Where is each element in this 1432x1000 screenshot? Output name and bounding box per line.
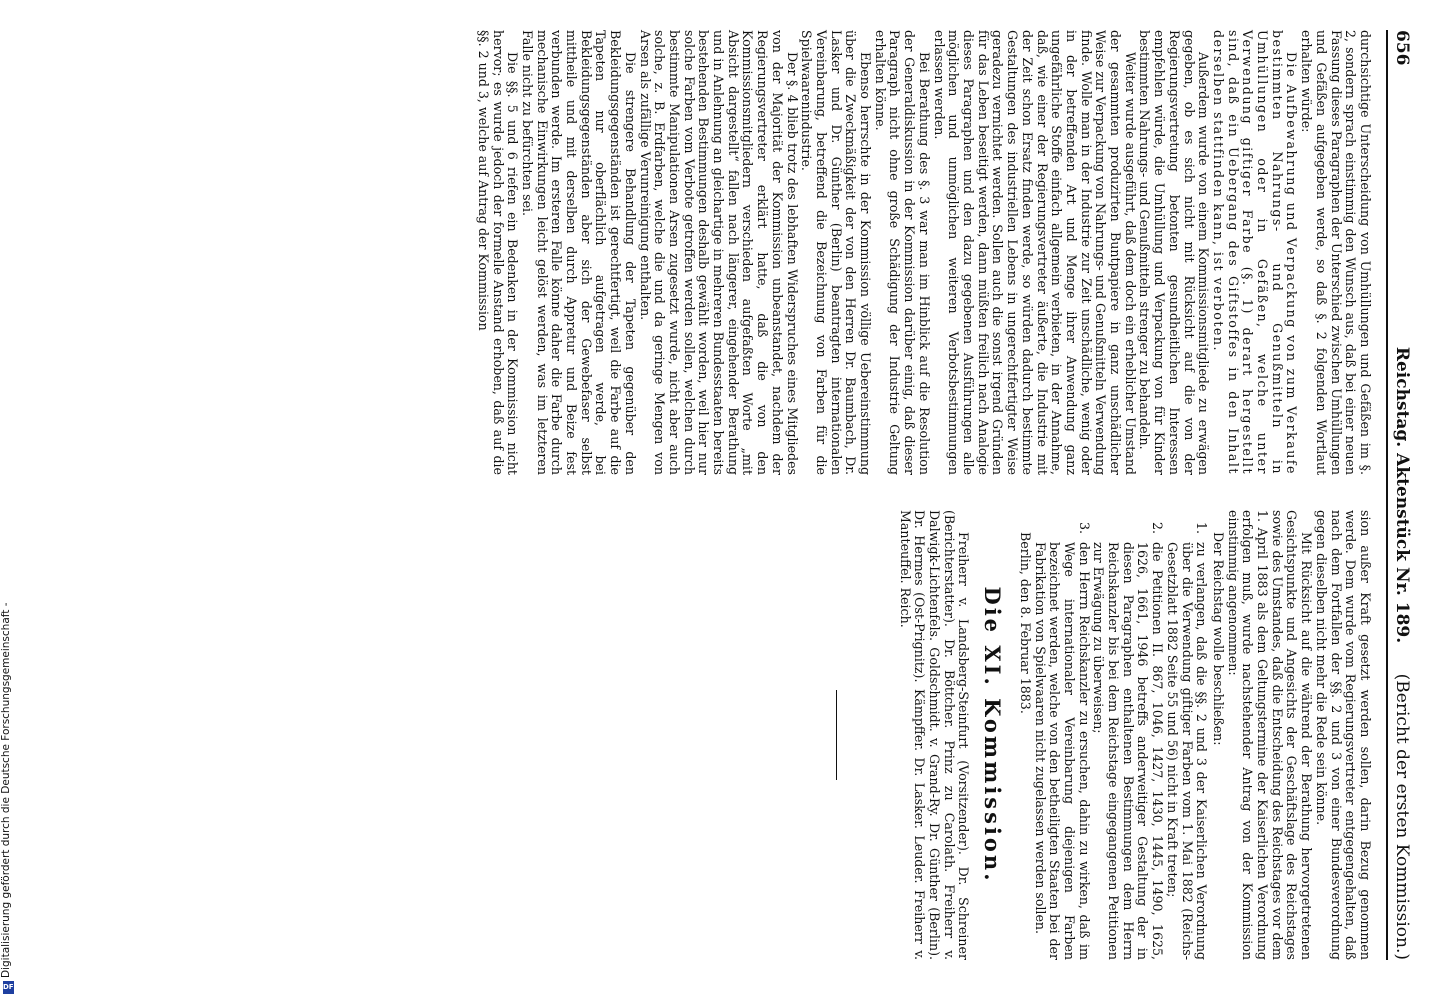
list-item: 3. den Herrn Reichskanzler zu ersuchen, dahin zu wirken, daß im Wege internationaler Vereinbarung diejenigen Farben bezeichnet werden, welche von den betheiligten Staaten bei der Fabrikation von Spielwaaren nicht zugelassen werden sollen. xyxy=(1032,538,1091,960)
digitization-text: Digitalisierung gefördert durch die Deutsche Forschungsgemeinschaft - xyxy=(0,602,12,978)
motion-list xyxy=(1032,510,1208,960)
paragraph: Ebenso herrschte in der Kommission völlige Uebereinstimmung über die Zweckmäßigkeit der von den Herren Dr. Baumbach, Dr. Lasker und Dr. Günther (Berlin) beantragten internationalen Vereinbarung, betreffend die Bezeichnung von Farben für die Spielwaarenindustrie. xyxy=(799,30,874,475)
page-header xyxy=(1386,30,1414,960)
dfg-logo: DFG xyxy=(3,981,14,994)
date-line: Berlin, den 8. Februar 1883. xyxy=(1017,532,1033,714)
paragraph: durchsichtige Unterscheidung von Umhüllungen und Gefäßen im §. 2, sondern sprach einstimmig den Wunsch aus, daß bei einer neuen Fassung dieses Paragraphen der Unterschied zwischen Umhüllungen und Gefäßen aufgegeben werde, so daß §. 2 folgenden Wortlaut erhalten würde: xyxy=(1299,30,1373,475)
motion-intro: Der Reichstag wolle beschließen: xyxy=(1210,532,1226,746)
paragraph: Die strengere Behandlung der Tapeten gegenüber den Bekleidungsgegenständen ist gerechtfertigt, weil die Farbe auf die Tapeten nur oberflächlich aufgetragen werde, bei Bekleidungsgegenständen aber sich der Gewebefaser selbst mittheile und mit derselben durch Appretur und Beize fest verbunden werde. Im ersteren Falle könne daher die Farbe durch mechanische Einwirkungen leicht gelöst werden, was im letzteren Falle nicht zu befürchten sei. xyxy=(519,30,638,475)
section-title: (Bericht der ersten Kommission.) xyxy=(1392,673,1412,960)
page-number: 656 xyxy=(1392,30,1412,66)
page-title: Reichstag. Aktenstück Nr. 189. xyxy=(1392,346,1412,644)
commission-heading: Die XI. Kommission. xyxy=(980,586,1006,884)
paragraph: sion außer Kraft gesetzt werden sollen, darin Bezug genommen werde. Dem wurde vom Regierungsvertreter entgegengehalten, daß nach dem Fortfallen der §§. 2 und 3 von einer Bundesverordnung gegen dieselben nicht mehr die Rede sein könne. xyxy=(1313,510,1373,960)
paragraph: Weiter wurde ausgeführt, daß dem doch ein erheblicher Umstand der gesammten produzirten Buntpapiere in ganz unschädlicher Weise zur Verpackung von Nahrungs- und Genußmitteln Verwendung finde. Wolle man in der Industrie zur Zeit unschädliche, wenig oder in der betreffenden Art und Menge ihrer Anwendung ganz ungefährliche Stoffe einfach allgemein verbieten, in der Annahme, daß, wie einer der Regierungsvertreter äußerte, die Industrie mit der Zeit schon Ersatz finden werde, so würden dadurch bestimmte Gestaltungen des industriellen Lebens in ungerechtfertigter Weise geradezu vernichtet werden. Sollen auch die sonst irgend Gründen für das Leben beseitigt werden, dann müßten freilich nach Analogie dieses Paragraphen und den dazu gegebenen Ausführungen alle möglichen und unmöglichen weiteren Verbotsbestimmungen erlassen werden. xyxy=(931,30,1138,475)
paragraph: Bei Berathung des §. 3 war man im Hinblick auf die Resolution der Generaldiskussion in der Kommission darüber einig, daß dieser Paragraph nicht ohne große Schädigung der Industrie Geltung erhalten könne. xyxy=(872,30,932,475)
quoted-paragraph: Die Aufbewahrung und Verpackung von zum Verkaufe bestimmten Nahrungs- und Genußmitteln in Umhüllungen oder in Gefäßen, welche unter Verwendung giftiger Farbe (§. 1) derart hergestellt sind, daß ein Uebergang des Giftstoffes in den Inhalt derselben stattfinden kann, ist verboten. xyxy=(1210,30,1300,475)
paragraph: Die §§. 5 und 6 riefen ein Bedenken in der Kommission nicht hervor; es wurde jedoch der formelle Anstand erhoben, daß auf die §§. 2 und 3, welche auf Antrag der Kommission xyxy=(475,30,521,475)
paragraph: Der §. 4 blieb trotz des lebhaften Widerspruches eines Mitgliedes von der Majorität der Kommission unbeanstandet, nachdem der Regierungsvertreter erklärt hatte, daß die von den Kommissionsmitgliedern verschieden aufgefaßten Worte „mit Absicht dargestellt“ fallen nach längerer, eingehender Berathung und in Anlehnung an gleichartige in mehreren Bundesstaaten bereits bestehenden Bestimmungen deshalb gewählt worden, weil hier nur solche Farben vom Verbote getroffen werden sollen, welchen durch bestimmte Manipulationen Arsen zugesetzt wurde, nicht aber auch solche, z. B. Erdfarben, welche die und da geringe Mengen von Arsen als zufällige Verunreinigung enthalten. xyxy=(637,30,800,475)
right-column xyxy=(836,510,1372,960)
members-list: Freiherr v. Landsberg-Steinfurt (Vorsitzender). Dr. Schreiner (Berichterstatter). Dr. Böttcher. Prinz zu Carolath. Freiherr v. Dalwigk-Lichtenfels. Goldschmidt. v. Grand-Ry. Dr. Günther (Berlin). Dr. Hermes (Ost-Prignitz). Kämpffer. Dr. Lasker. Leuder. Freiherr v. Manteuffel. Reich. xyxy=(897,510,972,960)
digitization-note xyxy=(0,0,20,1000)
list-item: 1. zu verlangen, daß die §§. 2 und 3 der Kaiserlichen Verordnung über die Verwendung giftiger Farben vom 1. Mai 1882 (Reichs-Gesetzblatt 1882 Seite 55 und 56) nicht in Kraft treten; xyxy=(1164,538,1208,960)
paragraph: Außerdem wurde von einem Kommissionsmitgliede zu erwägen gegeben, ob es sich nicht mit Rücksicht auf die von der Regierungsvertretung betonten gesundheitlichen Interessen empfehlen würde, die Umhüllung und Verpackung von für Kinder bestimmten Nahrungs- und Genußmitteln strenger zu behandeln. xyxy=(1137,30,1212,475)
left-column xyxy=(475,30,1372,475)
paragraph: Mit Rücksicht auf die während der Berathung hervorgetretenen Gesichtspunkte und Angesichts der Geschäftslage des Reichstages sowie des Umstandes, daß die Entscheidung des Reichstages vor dem 1. April 1883 als dem Geltungstermine der Kaiserlichen Verordnung erfolgen muß, wurde nachstehender Antrag von der Kommission einstimmig angenommen: xyxy=(1225,510,1315,960)
list-item: 2. die Petitionen II. 867, 1046, 1427, 1430, 1445, 1490, 1625, 1626, 1661, 1946 betreffs anderweitiger Gestaltung der in diesen Paragraphen enthaltenen Bestimmungen dem Herrn Reichskanzler bis bei dem Reichstage eingegangenen Petitionen zur Erwägung zu überweisen; xyxy=(1091,538,1165,960)
end-rule xyxy=(836,690,837,780)
